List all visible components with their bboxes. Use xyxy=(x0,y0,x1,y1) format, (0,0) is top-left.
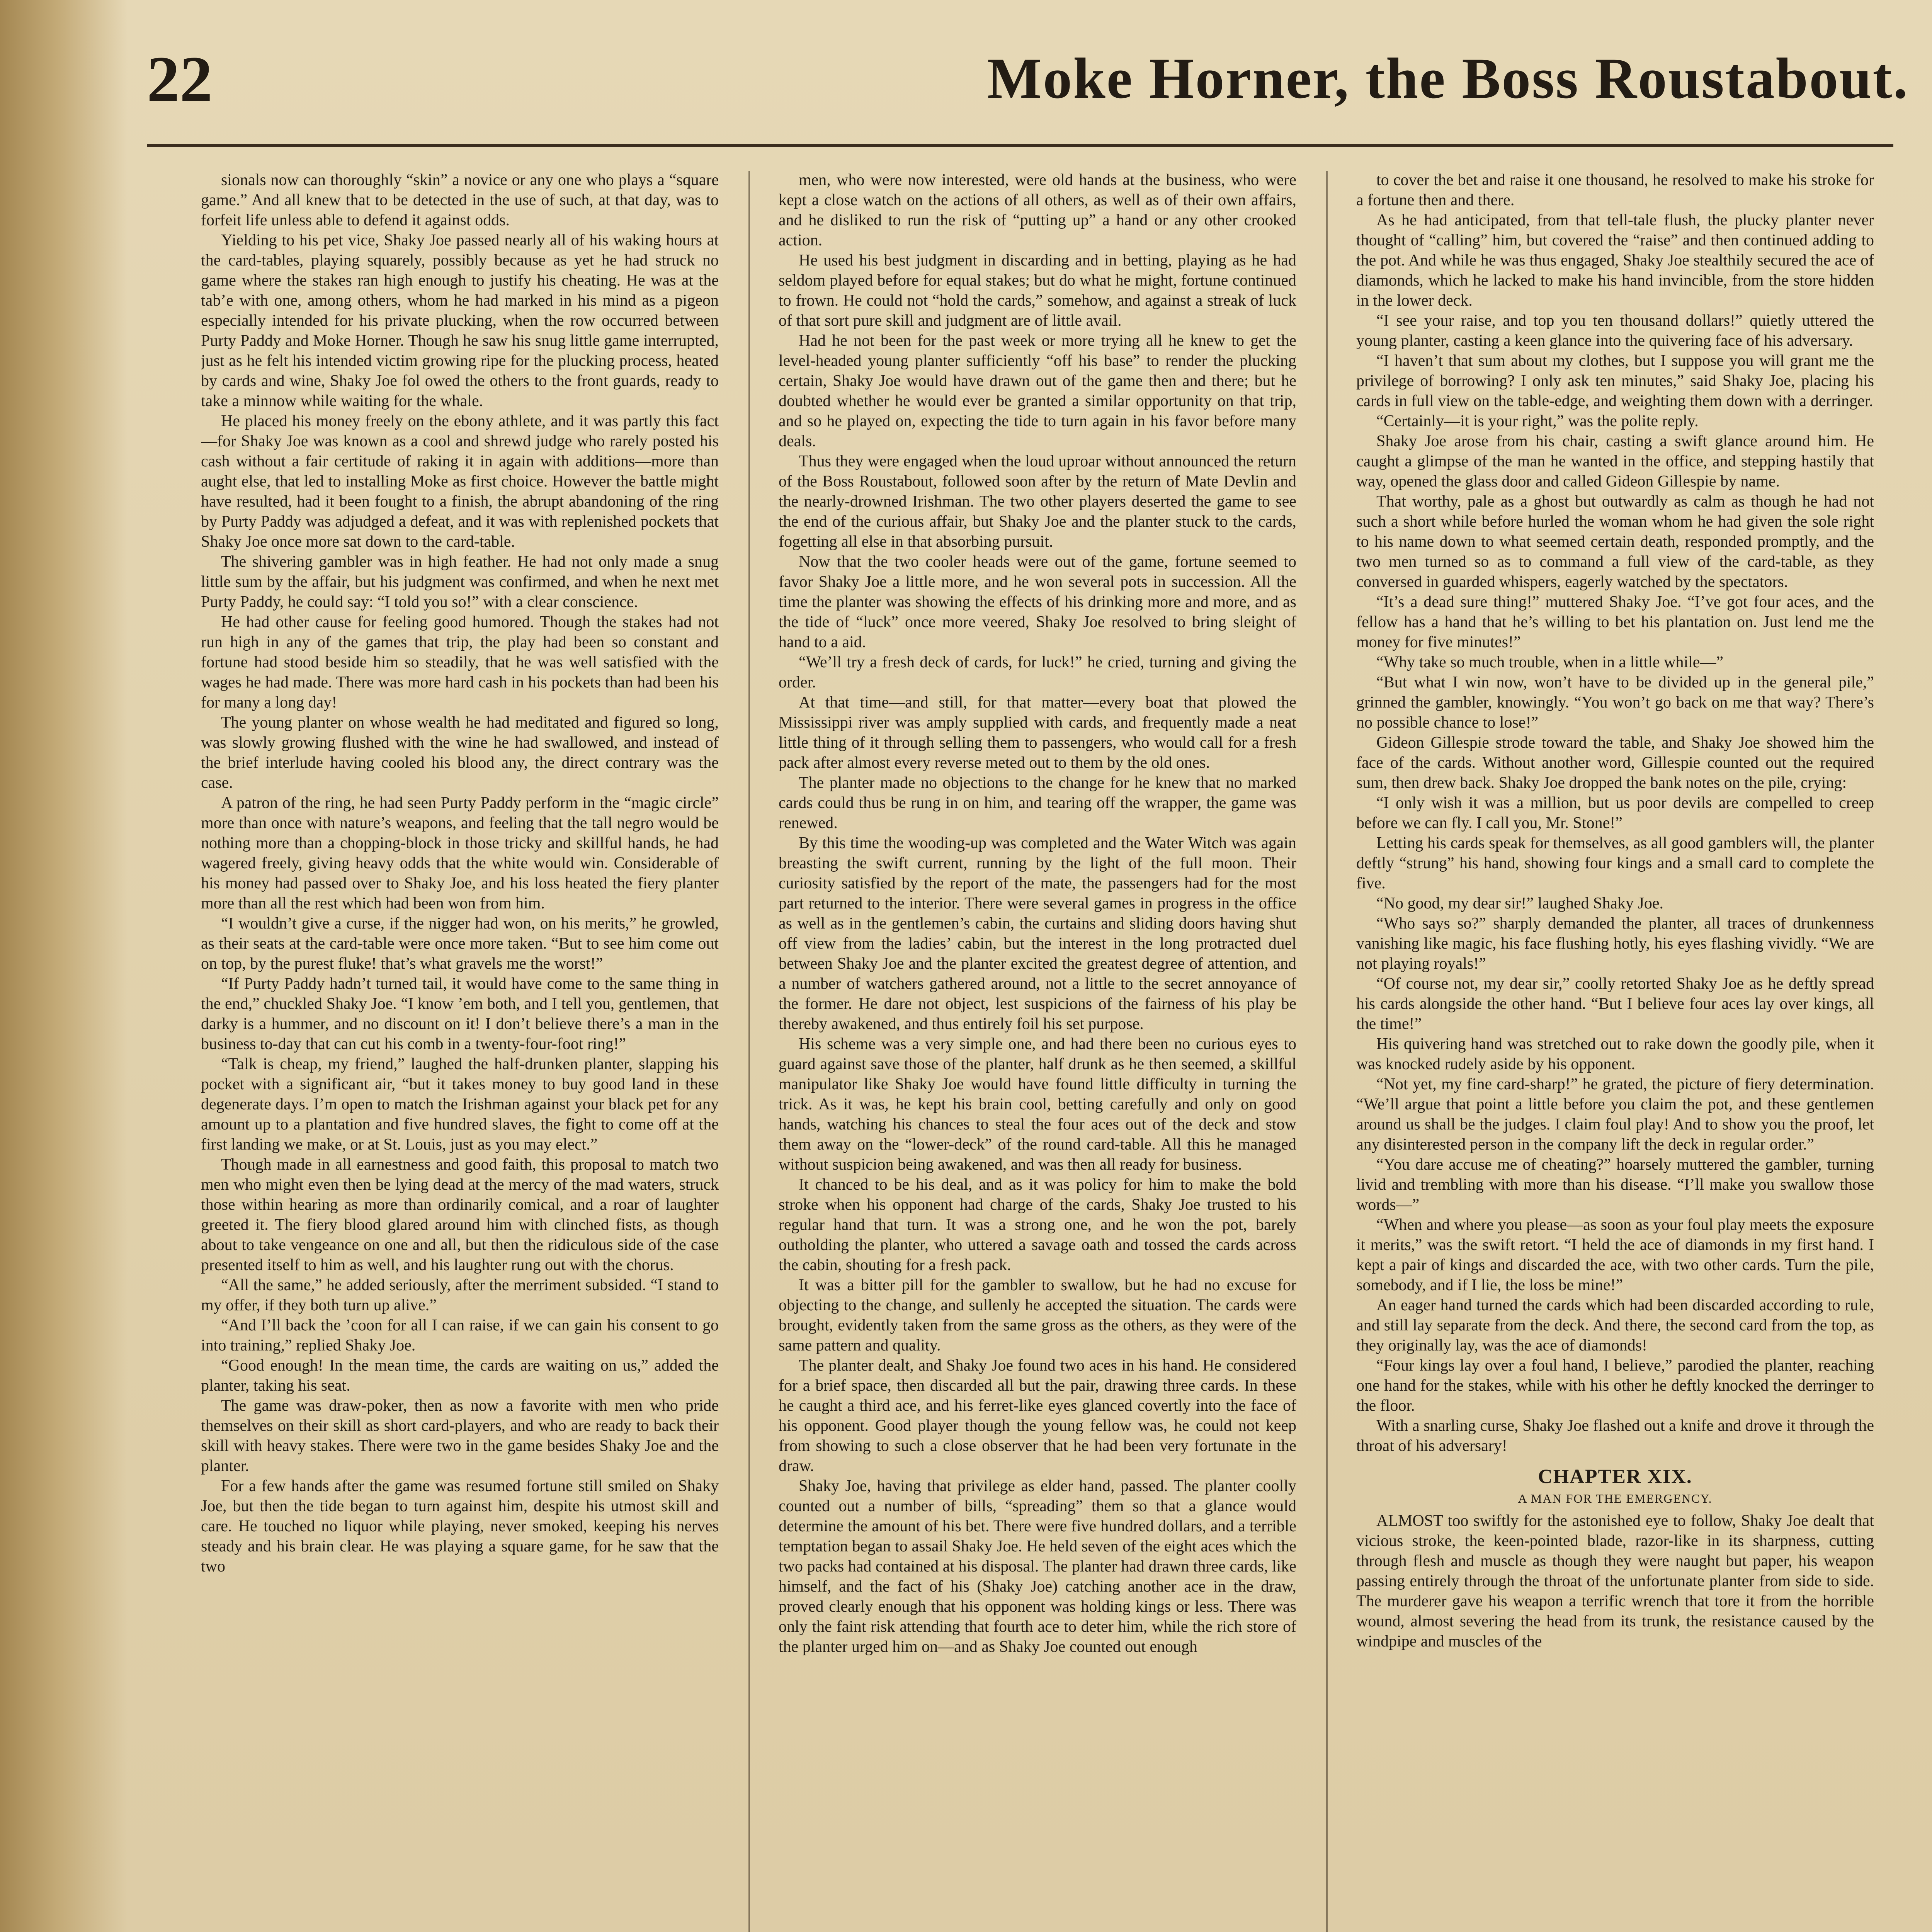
story-paragraph: “And I’ll back the ’coon for all I can raise, if we can gain his consent to go into training,” replied Shaky Joe. xyxy=(201,1316,719,1354)
story-paragraph: “Why take so much trouble, when in a little while—” xyxy=(1376,653,1724,671)
story-paragraph: “I haven’t that sum about my clothes, but I suppose you will grant me the privilege of borrowing? I only ask ten minutes,” said Shaky Joe, placing his cards in full view on the table-edge, and weighting them down with a derringer. xyxy=(1356,352,1874,410)
story-paragraph: Shaky Joe arose from his chair, casting a swift glance around him. He caught a glimpse of the man he wanted in the office, and stepping hastily that way, opened the glass door and called Gideon Gillespie by name. xyxy=(1356,432,1874,490)
story-paragraph: By this time the wooding-up was completed and the Water Witch was again breasting the swift current, running by the light of the full moon. Their curiosity satisfied by the report of the mate, the passengers had for the most part returned to the interior. There were several games in progress in the office as well as in the gentlemen’s cabin, the curtains and sliding doors having shut off view from the ladies’ cabin, but the interest in the long protracted duel between Shaky Joe and the planter excited the greatest degree of attention, and a number of watchers gathered around, not a little to the secret annoyance of the former. He dare not object, lest suspicions of the fairness of his play be thereby awakened, and thus entirely foil his set purpose. xyxy=(779,834,1296,1033)
story-paragraph: to cover the bet and raise it one thousand, he resolved to make his stroke for a fortune then and there. xyxy=(1356,171,1874,209)
story-paragraph: “Talk is cheap, my friend,” laughed the half-drunken planter, slapping his pocket with a significant air, “but it takes money to buy good land in these degenerate days. I’m open to match the Irishman against your black pet for any amount up to a plantation and five hundred slaves, the fight to come off at the first landing we make, or at St. Louis, just as you may elect.” xyxy=(201,1055,719,1153)
chapter-title: CHAPTER XIX. xyxy=(1538,1466,1692,1488)
story-columns xyxy=(201,170,1874,1932)
story-paragraph: “It’s a dead sure thing!” muttered Shaky Joe. “I’ve got four aces, and the fellow has a hand that he’s willing to bet his plantation on. Just lend me the money for five minutes!” xyxy=(1356,593,1874,651)
story-paragraph: Thus they were engaged when the loud uproar without announced the return of the Boss Roustabout, followed soon after by the return of Mate Devlin and the nearly-drowned Irishman. The two other players deserted the game to see the end of the curious affair, but Shaky Joe and the planter stuck to the cards, fogetting all else in that absorbing pursuit. xyxy=(779,452,1296,551)
story-paragraph: The game was draw-poker, then as now a favorite with men who pride themselves on their skill as short card-players, and who are ready to back their skill with heavy stakes. There were two in the game besides Shaky Joe and the planter. xyxy=(201,1397,719,1475)
story-column-left xyxy=(201,170,719,1932)
story-paragraph: ALMOST too swiftly for the astonished eye to follow, Shaky Joe dealt that vicious stroke, the keen-pointed blade, razor-like in its sharpness, cutting through flesh and muscle as though they were naught but paper, his weapon passing entirely through the throat of the unfortunate planter from side to side. The murderer gave his weapon a terrific wrench that tore it from the horrible wound, almost severing the head from its trunk, the resistance caused by the windpipe and muscles of the xyxy=(1356,1512,1874,1650)
page-header xyxy=(147,43,1909,147)
story-paragraph: “Four kings lay over a foul hand, I believe,” parodied the planter, reaching one hand for the stakes, while with his other he deftly knocked the derringer to the floor. xyxy=(1356,1357,1874,1415)
story-paragraph: A patron of the ring, he had seen Purty Paddy perform in the “magic circle” more than once with nature’s weapons, and feeling that the tall negro would be nothing more than a chopping-block in those tricky and skillful hands, he had wagered freely, giving heavy odds that the white would win. Considerable of his money had passed over to Shaky Joe, and his loss heated the fiery planter more than all the rest which had been won from him. xyxy=(201,794,719,912)
story-column-right-body xyxy=(1356,170,1874,1456)
story-paragraph: Had he not been for the past week or more trying all he knew to get the level-headed young planter sufficiently “off his base” to render the plucking certain, Shaky Joe would have drawn out of the game then and there; but he doubted whether he would ever be granted a similar opportunity on that trip, and so he played on, expecting the tide to turn again in his favor before many deals. xyxy=(779,332,1296,450)
story-paragraph: That worthy, pale as a ghost but outwardly as calm as though he had not such a short while before hurled the woman whom he had given the sole right to his name down to what seemed certain death, responded promptly, and the two men turned so as to command a full view of the card-table, as they conversed in guarded whispers, eagerly watched by the spectators. xyxy=(1356,493,1874,591)
story-paragraph: The planter dealt, and Shaky Joe found two aces in his hand. He considered for a brief space, then discarded all but the pair, drawing three cards. In these he caught a third ace, and his ferret-like eyes glanced covertly into the face of his opponent. Good player though the young fellow was, he could not keep from showing to such a close observer that he had been very fortunate in the draw. xyxy=(779,1357,1296,1475)
story-paragraph: “No good, my dear sir!” laughed Shaky Joe. xyxy=(1376,895,1663,912)
story-paragraph: With a snarling curse, Shaky Joe flashed out a knife and drove it through the throat of his adversary! xyxy=(1356,1417,1874,1455)
story-paragraph: His quivering hand was stretched out to rake down the goodly pile, when it was knocked rudely aside by his opponent. xyxy=(1356,1035,1874,1073)
story-paragraph: sionals now can thoroughly “skin” a novice or any one who plays a “square game.” And all knew that to be detected in the use of such, at that day, was to forfeit life unless able to defend it against odds. xyxy=(201,171,719,229)
story-paragraph: The shivering gambler was in high feather. He had not only made a snug little sum by the affair, but his judgment was confirmed, and when he next met Purty Paddy, he could say: “I told you so!” with a clear conscience. xyxy=(201,553,719,611)
chapter-subtitle: A MAN FOR THE EMERGENCY. xyxy=(1518,1492,1713,1505)
header-rule xyxy=(147,144,1893,147)
story-paragraph: men, who were now interested, were old hands at the business, who were kept a close watch on the actions of all others, as well as of their own affairs, and he disliked to run the risk of “putting up” a hand or any other crooked action. xyxy=(779,171,1296,249)
story-paragraph: As he had anticipated, from that tell-tale flush, the plucky planter never thought of “calling” him, but covered the “raise” and then continued adding to the pot. And while he was thus engaged, Shaky Joe stealthily secured the ace of diamonds, which he lacked to make his hand invincible, from the store hidden in the lower deck. xyxy=(1356,211,1874,310)
running-head: Moke Horner, the Boss Roustabout. xyxy=(987,46,1909,111)
story-paragraph: Shaky Joe, having that privilege as elder hand, passed. The planter coolly counted out a number of bills, “spreading” them so that a glance would determine the amount of his bet. There were five hundred dollars, and a terrible temptation began to assail Shaky Joe. He held seven of the eight aces which the two packs had contained at his disposal. The planter had drawn three cards, like himself, and the fact of his (Shaky Joe) catching another ace in the draw, proved clearly enough that his opponent was holding kings or less. There was only the faint risk attending that fourth ace to deter him, while the rich store of the planter urged him on—and as Shaky Joe counted out enough xyxy=(779,1477,1296,1656)
story-paragraph: An eager hand turned the cards which had been discarded according to rule, and still lay separate from the deck. And there, the second card from the top, as they originally lay, was the ace of diamonds! xyxy=(1356,1296,1874,1354)
story-paragraph: “All the same,” he added seriously, after the merriment subsided. “I stand to my offer, if they both turn up alive.” xyxy=(201,1276,719,1314)
story-paragraph: He used his best judgment in discarding and in betting, playing as he had seldom played before for equal stakes; but do what he might, fortune continued to frown. He could not “hold the cards,” somehow, and against a streak of luck of that sort pure skill and judgment are of little avail. xyxy=(779,252,1296,330)
page-number: 22 xyxy=(147,43,213,116)
story-paragraph: Gideon Gillespie strode toward the table, and Shaky Joe showed him the face of the cards. Without another word, Gillespie counted out the required sum, then drew back. Shaky Joe dropped the bank notes on the pile, crying: xyxy=(1356,734,1874,792)
story-paragraph: Though made in all earnestness and good faith, this proposal to match two men who might even then be lying dead at the mercy of the mad waters, struck those within hearing as more than ordinarily comical, and a roar of laughter greeted it. The fiery blood glared around him with clinched fists, as though about to take vengeance on one and all, but then the ridiculous side of the case presented itself to him as well, and his laughter rung out with the chorus. xyxy=(201,1156,719,1274)
story-paragraph: “Not yet, my fine card-sharp!” he grated, the picture of fiery determination. “We’ll argue that point a little before you claim the pot, and these gentlemen around us shall be the judges. I claim foul play! And to show you the proof, let any disinterested person in the company lift the deck in regular order.” xyxy=(1356,1075,1874,1153)
story-column-middle xyxy=(779,170,1296,1932)
story-paragraph: It chanced to be his deal, and as it was policy for him to make the bold stroke when his opponent had charge of the cards, Shaky Joe trusted to his regular hand that turn. It was a strong one, and he won the pot, barely outholding the planter, who uttered a savage oath and tossed the cards across the cabin, shouting for a fresh pack. xyxy=(779,1176,1296,1274)
story-paragraph: Now that the two cooler heads were out of the game, fortune seemed to favor Shaky Joe a little more, and he won several pots in succession. All the time the planter was showing the effects of his drinking more and more, and as the tide of “luck” once more veered, Shaky Joe resolved to bring sleight of hand to a aid. xyxy=(779,553,1296,651)
chapter-opening-text xyxy=(1356,1511,1874,1651)
story-paragraph: “Of course not, my dear sir,” coolly retorted Shaky Joe as he deftly spread his cards alongside the other hand. “But I believe four aces lay over kings, all the time!” xyxy=(1356,975,1874,1033)
story-paragraph: “I only wish it was a million, but us poor devils are compelled to creep before we can fly. I call you, Mr. Stone!” xyxy=(1356,794,1874,832)
story-paragraph: “When and where you please—as soon as your foul play meets the exposure it merits,” was the swift retort. “I held the ace of diamonds in my first hand. I kept a pair of kings and discarded the ace, with two other cards. Turn the pile, somebody, and if I lie, the loss be mine!” xyxy=(1356,1216,1874,1294)
story-paragraph: “We’ll try a fresh deck of cards, for luck!” he cried, turning and giving the order. xyxy=(779,653,1296,691)
story-paragraph: For a few hands after the game was resumed fortune still smiled on Shaky Joe, but then the tide began to turn against him, despite his utmost skill and care. He touched no liquor while playing, never smoked, keeping his nerves steady and his brain clear. He was playing a square game, for he saw that the two xyxy=(201,1477,719,1575)
story-paragraph: At that time—and still, for that matter—every boat that plowed the Mississippi river was amply supplied with cards, and frequently made a neat little thing of it through selling them to passengers, who would call for a fresh pack after almost every reverse meted out to them by the old ones. xyxy=(779,694,1296,772)
story-paragraph: It was a bitter pill for the gambler to swallow, but he had no excuse for objecting to the change, and sullenly he accepted the situation. The cards were brought, evidently taken from the same gross as the others, as they were of the same pattern and quality. xyxy=(779,1276,1296,1354)
story-paragraph: Letting his cards speak for themselves, as all good gamblers will, the planter deftly “strung” his hand, showing four kings and a small card to complete the five. xyxy=(1356,834,1874,892)
story-paragraph: Yielding to his pet vice, Shaky Joe passed nearly all of his waking hours at the card-tables, playing squarely, possibly because as yet he had struck no game where the stakes ran high enough to justify his cheating. He was at the tab’e with one, among others, whom he had marked in his mind as a pigeon especially intended for his private plucking, when the row occurred between Purty Paddy and Moke Horner. Though he saw his snug little game interrupted, just as he felt his intended victim growing ripe for the plucking process, heated by cards and wine, Shaky Joe fol owed the others to the front guards, ready to take a minnow while waiting for the whale. xyxy=(201,231,719,410)
story-paragraph: “Certainly—it is your right,” was the polite reply. xyxy=(1376,412,1699,430)
story-column-right xyxy=(1356,170,1874,1932)
story-paragraph: His scheme was a very simple one, and had there been no curious eyes to guard against save those of the planter, half drunk as he then seemed, a skillful manipulator like Shaky Joe would have found little difficulty in turning the trick. As it was, he kept his brain cool, betting carefully and only on good hands, watching his chances to steal the four aces out of the deck and stow them away on the “lower-deck” of the round card-table. All this he managed without suspicion being awakened, and was then all ready for business. xyxy=(779,1035,1296,1173)
story-paragraph: He had other cause for feeling good humored. Though the stakes had not run high in any of the games that trip, the play had been so constant and fortune had stood beside him so steadily, that he was well satisfied with the wages he had made. There was more hard cash in his pockets than had been his for many a long day! xyxy=(201,613,719,711)
story-paragraph: “I wouldn’t give a curse, if the nigger had won, on his merits,” he growled, as their seats at the card-table were once more taken. “But to see him come out on top, by the purest fluke! that’s what gravels me the worst!” xyxy=(201,915,719,973)
story-paragraph: “You dare accuse me of cheating?” hoarsely muttered the gambler, turning livid and trembling with more than his disease. “I’ll make you swallow those words—” xyxy=(1356,1156,1874,1214)
story-paragraph: “If Purty Paddy hadn’t turned tail, it would have come to the same thing in the end,” chuckled Shaky Joe. “I know ’em both, and I tell you, gentlemen, that darky is a hummer, and no discount on it! I don’t believe there’s a man in the business to-day that can cut his comb in a twenty-four-foot ring!” xyxy=(201,975,719,1053)
story-paragraph: He placed his money freely on the ebony athlete, and it was partly this fact—for Shaky Joe was known as a cool and shrewd judge who rarely posted his cash without a fair certitude of raking it in again with additions—more than aught else, that led to installing Moke as first choice. However the battle might have resulted, had it been fought to a finish, the abrupt abandoning of the ring by Purty Paddy was adjudged a defeat, and it was with replenished pockets that Shaky Joe once more sat down to the card-table. xyxy=(201,412,719,551)
story-paragraph: “I see your raise, and top you ten thousand dollars!” quietly uttered the young planter, casting a keen glance into the quivering face of his adversary. xyxy=(1356,312,1874,350)
story-paragraph: “Who says so?” sharply demanded the planter, all traces of drunkenness vanishing like magic, his face flushing hotly, his eyes flashing vividly. “We are not playing royals!” xyxy=(1356,915,1874,973)
story-paragraph: The young planter on whose wealth he had meditated and figured so long, was slowly growing flushed with the wine he had swallowed, and instead of the brief interlude having cooled his blood any, the direct contrary was the case. xyxy=(201,714,719,792)
story-paragraph: “Good enough! In the mean time, the cards are waiting on us,” added the planter, taking his seat. xyxy=(201,1357,719,1395)
story-paragraph: The planter made no objections to the change for he knew that no marked cards could thus be rung in on him, and tearing off the wrapper, the game was renewed. xyxy=(779,774,1296,832)
story-paragraph: “But what I win now, won’t have to be divided up in the general pile,” grinned the gambler, knowingly. “You won’t go back on me that way? There’s no possible chance to lose!” xyxy=(1356,673,1874,731)
chapter-heading xyxy=(1356,1464,1874,1508)
